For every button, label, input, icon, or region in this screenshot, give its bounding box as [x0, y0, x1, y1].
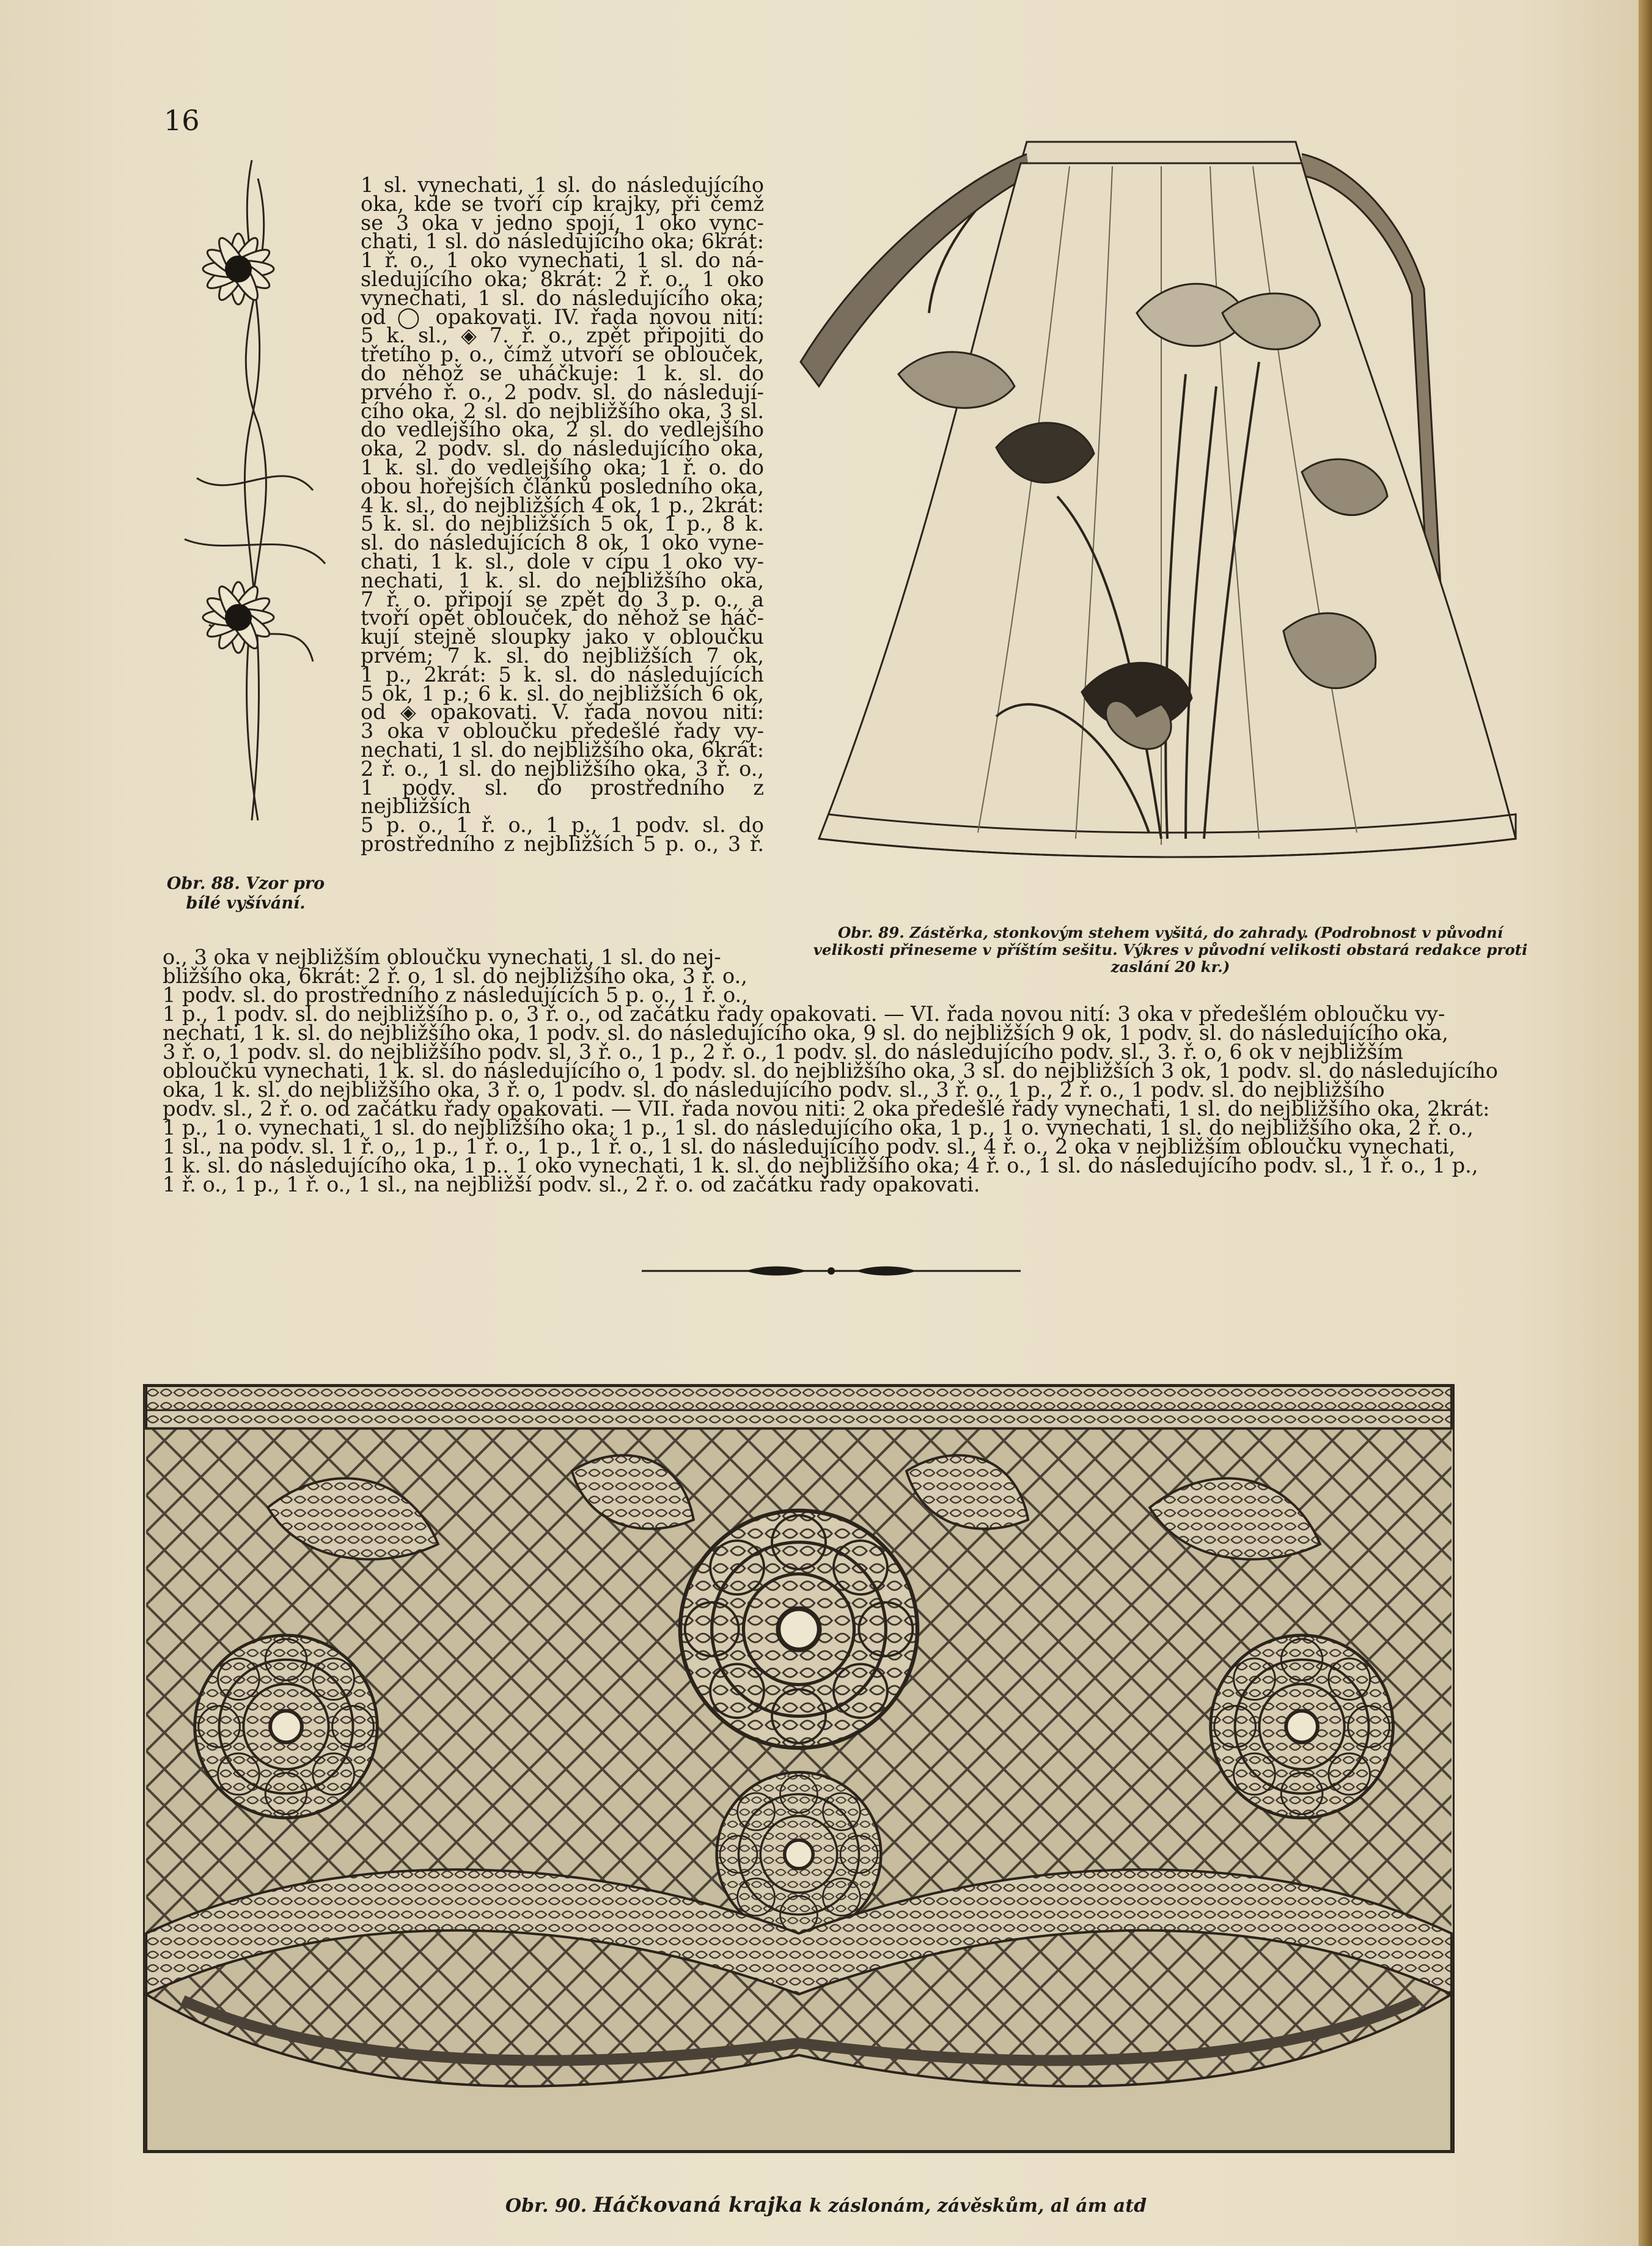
- text-line: od ◯ opakovati. IV. řada novou nití:: [361, 304, 764, 329]
- fig89-apron-illustration: [795, 130, 1528, 909]
- text-line: se 3 oka v jedno spojí, 1 oko vync-: [361, 210, 764, 235]
- text-line: oka, 2 podv. sl. do následujícího oka,: [361, 436, 764, 461]
- text-line: 4 k. sl., do nejbližších 4 ok, 1 p., 2krát:: [361, 493, 764, 517]
- text-line: nechati, 1 k. sl. do nejbližšího oka,: [361, 568, 764, 592]
- text-line: tvoří opět oblouček, do něhož se háč-: [361, 606, 764, 630]
- text-line: 1 p., 1 podv. sl. do nejbližšího p. o, 3 ř. o., od začátku řady opakovati. — VI. řada novou nití: 3 oka v předešlém obloučku vy-: [163, 1002, 1445, 1026]
- text-line: 3 ř. o, 1 podv. sl. do nejbližšího podv. sl, 3 ř. o., 1 p., 2 ř. o., 1 podv. sl. do následujícího podv. sl., 3. ř. o, 6 ok v nejbližším: [163, 1040, 1404, 1064]
- fig89-caption-line: velikosti přineseme v příštím sešitu. Výkres v původní velikosti obstará redakce proti: [813, 941, 1528, 959]
- text-line: 1 ř. o., 1 oko vynechati, 1 sl. do ná-: [361, 248, 764, 273]
- text-line: sledujícího oka; 8krát: 2 ř. o., 1 oko: [361, 267, 764, 291]
- text-line: kují stejně sloupky jako v obloučku: [361, 625, 764, 649]
- text-line: od ◈ opakovati. V. řada novou nití:: [361, 700, 764, 724]
- text-line: do něhož se uháčkuje: 1 k. sl. do: [361, 361, 764, 385]
- text-line: 5 p. o., 1 ř. o., 1 p., 1 podv. sl. do: [361, 813, 764, 838]
- fig88-caption: [160, 874, 331, 913]
- fig88-embroidery-pattern: [160, 160, 343, 820]
- ornamental-divider: [642, 1262, 1021, 1280]
- page-edge: [1639, 0, 1652, 2246]
- fig90-crochet-lace: [143, 1384, 1455, 2153]
- fig89-caption-line: Obr. 89. Zástěrka, stonkovým stehem vyšitá, do zahrady. (Podrobnost v původní: [837, 924, 1503, 941]
- text-line: 2 ř. o., 1 sl. do nejbližšího oka, 3 ř. o.,: [361, 756, 764, 781]
- text-line: prvém; 7 k. sl. do nejbližších 7 ok,: [361, 643, 764, 668]
- text-line: nechati, 1 sl. do nejbližšího oka, 6krát:: [361, 737, 764, 762]
- text-line: chati, 1 k. sl., dole v cípu 1 oko vy-: [361, 549, 764, 573]
- fig90-caption-title: Háčkovaná krajka: [593, 2193, 803, 2217]
- text-line: oka, kde se tvoří cíp krajky, při čemž: [361, 191, 764, 216]
- text-line: 7 ř. o. připojí se zpět do 3 p. o., a: [361, 587, 764, 611]
- text-line: 5 k. sl., ◈ 7. ř. o., zpět připojiti do: [361, 323, 764, 348]
- text-line: 1 podv. sl. do prostředního z nejbližších: [361, 775, 764, 819]
- fig88-caption-line: Obr. 88. Vzor pro: [166, 874, 325, 893]
- text-line: sl. do následujících 8 ok, 1 oko vyne-: [361, 531, 764, 555]
- fig89-caption-line: zaslání 20 kr.): [1111, 958, 1230, 976]
- text-line: 1 k. sl. do vedlejšího oka; 1 ř. o. do: [361, 455, 764, 479]
- text-line: do vedlejšího oka, 2 sl. do vedlejšího: [361, 418, 764, 442]
- text-line: 1 ř. o., 1 p., 1 ř. o., 1 sl., na nejbližší podv. sl., 2 ř. o. od začátku řady opakovati.: [163, 1173, 980, 1196]
- text-line: o., 3 oka v nejbližším obloučku vynechati, 1 sl. do nej-: [163, 945, 721, 969]
- fig90-caption: [0, 2193, 1652, 2217]
- text-line: 5 k. sl. do nejbližších 5 ok, 1 p., 8 k.: [361, 512, 764, 536]
- text-line: prostředního z nejbližších 5 p. o., 3 ř.: [361, 831, 764, 856]
- text-line: obou hořejších článků posledního oka,: [361, 474, 764, 498]
- text-line: chati, 1 sl. do následujícího oka; 6krát:: [361, 229, 764, 254]
- fig88-caption-line: bílé vyšívání.: [186, 894, 306, 913]
- text-line: 3 oka v obloučku předešlé řady vy-: [361, 719, 764, 743]
- column-text: [361, 173, 764, 856]
- fig90-caption-prefix: Obr. 90.: [505, 2195, 587, 2217]
- text-line: vynechati, 1 sl. do následujícího oka;: [361, 285, 764, 310]
- page-number: 16: [164, 104, 200, 137]
- text-line: 1 sl., na podv. sl. 1 ř. o,, 1 p., 1 ř. o., 1 p., 1 ř. o., 1 sl. do následujícího podv. sl., 4 ř. o., 2 oka v nejbližším obloučku vynechati,: [163, 1135, 1456, 1158]
- text-line: bližšího oka, 6krát: 2 ř. o, 1 sl. do nejbližšího oka, 3 ř. o.,: [163, 964, 747, 988]
- text-line: obloučku vynechati, 1 k. sl. do následujícího o, 1 podv. sl. do nejbližšího oka, 3 sl. do nejbližších 3 ok, 1 podv. sl. do následujícího: [163, 1059, 1498, 1083]
- fig90-caption-rest: k záslonám, závěskům, al ám atd: [809, 2195, 1147, 2217]
- text-line: nechati, 1 k. sl. do nejbližšího oka, 1 podv. sl. do následujícího oka, 9 sl. do nejbližších 9 ok, 1 podv. sl. do následujícího oka,: [163, 1021, 1448, 1045]
- text-line: 1 sl. vynechati, 1 sl. do následujícího: [361, 173, 764, 197]
- text-line: 5 ok, 1 p.; 6 k. sl. do nejbližších 6 ok,: [361, 681, 764, 705]
- text-line: podv. sl., 2 ř. o. od začátku řady opakovati. — VII. řada novou niti: 2 oka předešlé řady vynechati, 1 sl. do nejbližšího oka, 2krát:: [163, 1097, 1490, 1121]
- text-line: cího oka, 2 sl. do nejbližšího oka, 3 sl.: [361, 399, 764, 423]
- text-line: 1 k. sl. do následujícího oka, 1 p.. 1 oko vynechati, 1 k. sl. do nejbližšího oka; 4 ř. o., 1 sl. do následujícího podv. sl., 1 ř. o., 1 p.,: [163, 1154, 1478, 1177]
- text-line: 1 p., 2krát: 5 k. sl. do následujících: [361, 662, 764, 687]
- text-line: 1 podv. sl. do prostředního z následujících 5 p. o., 1 ř. o.,: [163, 983, 748, 1007]
- text-line: oka, 1 k. sl. do nejbližšího oka, 3 ř. o, 1 podv. sl. do následujícího podv. sl., 3 ř. o., 1 p., 2 ř. o., 1 podv. sl. do nejbližšího: [163, 1078, 1385, 1102]
- text-line: prvého ř. o., 2 podv. sl. do následují-: [361, 380, 764, 404]
- text-line: třetího p. o., čímž utvoří se oblouček,: [361, 342, 764, 367]
- text-line: 1 p., 1 o. vynechati, 1 sl. do nejbližšího oka; 1 p., 1 sl. do následujícího oka, 1 p., 1 o. vynechati, 1 sl. do nejbližšího oka, 2 ř. o.,: [163, 1116, 1474, 1140]
